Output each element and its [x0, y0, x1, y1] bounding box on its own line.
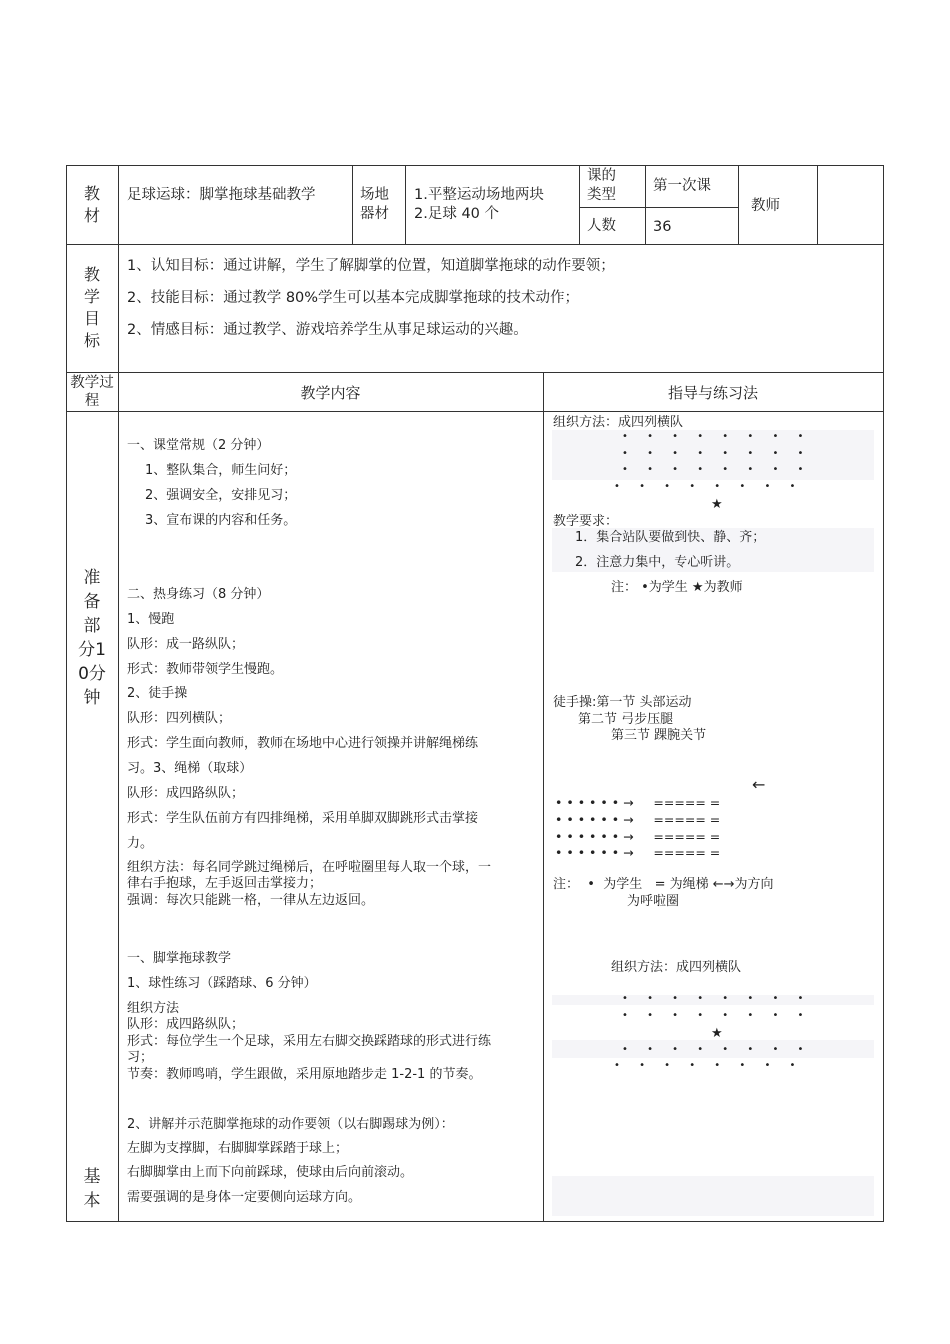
s3-line-2: 组织方法	[127, 1001, 180, 1016]
venue-label-text: 场地器材	[360, 187, 389, 222]
lesson-type-label-text: 课的类型	[587, 168, 616, 203]
s2-title: 二、热身练习（8 分钟）	[127, 587, 270, 602]
exercise-3: 第三节 踝腕关节	[611, 728, 707, 743]
org-method-2: 组织方法：成四列横队	[611, 960, 742, 975]
header-col-7	[817, 165, 818, 245]
goal-2: 2、技能目标：通过教学 80%学生可以基本完成脚掌拖球的技术动作；	[127, 290, 580, 306]
s3-line-5: 习；	[127, 1050, 154, 1065]
exercise-1: 徒手操:第一节 头部运动	[553, 695, 692, 710]
formation2-row-3: • • • • • • • •	[622, 1044, 812, 1055]
label-col-divider	[118, 165, 119, 1222]
header-sub-divider	[579, 207, 738, 208]
table-right-border	[883, 165, 884, 1222]
s3-line-6: 节奏：教师鸣哨，学生跟做，采用原地踏步走 1-2-1 的节奏。	[127, 1067, 482, 1082]
legend-note-2a: 注： • 为学生 = 为绳梯 ←→为方向	[553, 877, 774, 892]
s4-line-4: 需要强调的是身体一定要侧向运球方向。	[127, 1190, 362, 1205]
basic-section-label: 基本	[83, 1167, 101, 1211]
legend-note-1: 注： •为学生 ★为教师	[611, 580, 743, 595]
ladder-row-4: • • • • • • → ===== =	[555, 845, 721, 860]
content-guide-divider	[543, 372, 544, 1222]
teacher-label: 教师	[751, 198, 780, 214]
s2-line-6: 形式：学生面向教师，教师在场地中心进行领操并讲解绳梯练	[127, 736, 479, 751]
s2-line-11: 组织方法：每名同学跳过绳梯后，在呼啦圈里每人取一个球，一	[127, 860, 492, 875]
row-divider-process	[66, 411, 884, 412]
material-label: 教材	[83, 184, 100, 225]
formation-row-2: • • • • • • • •	[622, 448, 812, 459]
process-label-text: 教学过程	[70, 375, 114, 409]
prep-section-label: 准备部分10分钟	[78, 568, 106, 708]
s3-line-3: 队形：成四路纵队；	[127, 1017, 245, 1032]
formation2-row-1: • • • • • • • •	[622, 993, 812, 1004]
requirement-2: 2．注意力集中，专心听讲。	[575, 555, 740, 570]
goal-1: 1、认知目标：通过讲解，学生了解脚掌的位置，知道脚掌拖球的动作要领；	[127, 258, 615, 274]
s2-line-9: 形式：学生队伍前方有四排绳梯，采用单脚双脚跳形式击掌接	[127, 811, 479, 826]
ladder-row-2: • • • • • • → ===== =	[555, 812, 721, 827]
formation-row-3: • • • • • • • •	[622, 464, 812, 475]
s2-line-1: 1、慢跑	[127, 612, 175, 627]
legend-note-2b: 为呼啦圈	[627, 894, 680, 909]
teacher-star-1: ★	[711, 497, 723, 512]
s2-line-13: 强调：每次只能跳一格，一律从左边返回。	[127, 893, 375, 908]
header-col-4	[579, 165, 580, 245]
bottom-shade	[552, 1176, 874, 1216]
formation-row-1: • • • • • • • •	[622, 431, 812, 442]
exercise-2: 第二节 弓步压腿	[578, 712, 674, 727]
table-left-border	[66, 165, 67, 1222]
formation2-row-4: • • • • • • • •	[614, 1060, 804, 1071]
s3-line-4: 形式：每位学生一个足球，采用左右脚交换踩踏球的形式进行练	[127, 1034, 492, 1049]
venue-item-1: 1.平整运动场地两块	[414, 187, 544, 203]
content-col-header: 教学内容	[300, 384, 361, 402]
requirements-title: 教学要求：	[553, 514, 619, 529]
header-col-2	[352, 165, 353, 245]
s1-item-2: 2、强调安全，安排见习；	[145, 488, 297, 503]
teacher-star-2: ★	[711, 1026, 723, 1041]
s4-line-1: 2、讲解并示范脚掌拖球的动作要领（以右脚踢球为例）：	[127, 1117, 454, 1132]
venue-item-2: 2.足球 40 个	[414, 206, 500, 222]
venue-label	[360, 186, 400, 224]
s1-item-1: 1、整队集合，师生问好；	[145, 463, 297, 478]
s4-line-2: 左脚为支撑脚，右脚脚掌踩踏于球上；	[127, 1141, 349, 1156]
lesson-type-value: 第一次课	[653, 178, 711, 194]
formation-row-4: • • • • • • • •	[614, 481, 804, 492]
direction-arrow-left: ←	[752, 775, 766, 794]
s2-line-4: 2、徒手操	[127, 686, 188, 701]
s4-line-3: 右脚脚掌由上而下向前踩球，使球由后向前滚动。	[127, 1165, 414, 1180]
ladder-row-1: • • • • • • → ===== =	[555, 795, 721, 810]
table-bottom-border	[66, 1221, 884, 1222]
s3-title: 一、脚掌拖球教学	[127, 951, 232, 966]
s2-line-7: 习。3、绳梯（取球）	[127, 761, 253, 776]
s2-line-10: 力。	[127, 836, 154, 851]
header-col-6	[738, 165, 739, 245]
requirement-1: 1．集合站队要做到快、静、齐；	[575, 530, 766, 545]
count-value: 36	[653, 219, 672, 235]
ladder-row-3: • • • • • • → ===== =	[555, 829, 721, 844]
row-divider-goals	[66, 372, 884, 373]
header-col-3	[405, 165, 406, 245]
s1-title: 一、课堂常规（2 分钟）	[127, 438, 270, 453]
guide-col-header: 指导与练习法	[667, 384, 758, 402]
lesson-type-label	[587, 167, 627, 205]
s2-line-3: 形式：教师带领学生慢跑。	[127, 662, 284, 677]
goal-3: 2、情感目标：通过教学、游戏培养学生从事足球运动的兴趣。	[127, 322, 528, 338]
process-label	[70, 374, 114, 410]
s3-line-1: 1、球性练习（踩踏球、6 分钟）	[127, 976, 317, 991]
material-value	[127, 186, 347, 205]
header-col-5	[645, 165, 646, 245]
s2-line-2: 队形：成一路纵队；	[127, 637, 245, 652]
table-top-border	[66, 165, 884, 166]
formation2-row-2: • • • • • • • •	[622, 1010, 812, 1021]
s1-item-3: 3、宣布课的内容和任务。	[145, 513, 297, 528]
material-value-text: 足球运球：脚掌拖球基础教学	[127, 187, 316, 203]
s2-line-5: 队形：四列横队；	[127, 711, 232, 726]
goals-label: 教学目标	[83, 265, 100, 350]
org-method-1: 组织方法：成四列横队	[553, 415, 684, 430]
row-divider-header	[66, 244, 884, 245]
s2-line-8: 队形：成四路纵队；	[127, 786, 245, 801]
count-label: 人数	[587, 218, 616, 234]
s2-line-12: 律右手抱球，左手返回击掌接力；	[127, 876, 323, 891]
